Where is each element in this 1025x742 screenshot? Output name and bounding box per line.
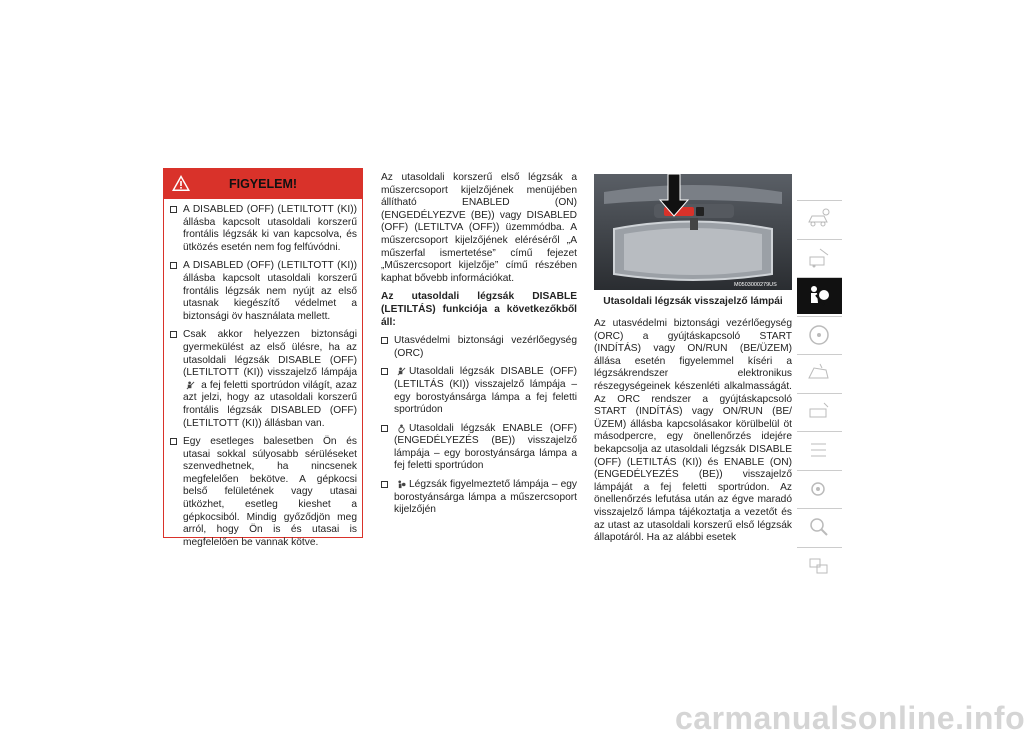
- tab-emergency[interactable]: [797, 354, 842, 391]
- magnifier-icon: [806, 514, 832, 540]
- list-item: Utasoldali légzsák ENABLE (OFF) (ENGEDÉLYEZÉS (BE)) visszajelző lámpája – egy borostyánsárga lámpa a fej feletti sportrúdon: [381, 423, 577, 473]
- tab-multimedia[interactable]: [797, 470, 842, 507]
- checkbox-bullet-icon: [381, 481, 388, 488]
- checkbox-bullet-icon: [381, 425, 388, 432]
- car-crash-icon: [806, 360, 832, 386]
- overhead-console-photo: [594, 174, 792, 290]
- checkbox-bullet-icon: [381, 368, 388, 375]
- airbag-disable-icon: [397, 367, 406, 376]
- intro-paragraph: Az utasoldali korszerű első légzsák a műszercsoport kijelzőjének menüjében állítható ENABLED (ON) (ENGEDÉLYEZVE (BE)) vagy DISABLED (OFF) (LETILTVA (OFF)) üzemmódba. A műszercsoport kijelzőjének eléréséről „A műszerfal ismertetése” című fejezet „Műszercsoport kijelzője” című részében kaphat bővebb információkat.: [381, 172, 577, 284]
- watermark: carmanualsonline.info: [675, 700, 1025, 736]
- tab-service[interactable]: [797, 393, 842, 430]
- chapter-tabs: [797, 200, 842, 585]
- checkbox-bullet-icon: [170, 438, 177, 445]
- airbag-warning-icon: [397, 480, 406, 489]
- checkbox-bullet-icon: [170, 206, 177, 213]
- warning-triangle-icon: [171, 174, 191, 192]
- figure-caption: Utasoldali légzsák visszajelző lámpái: [603, 296, 783, 307]
- tab-signal[interactable]: [797, 239, 842, 276]
- warning-item: Csak akkor helyezzen biztonsági gyermekülést az első ülésre, ha az utasoldali légzsák DISABLE (OFF) (LETILTOTT (KI)) visszajelző lámpája a fej feletti sportrúdon világít, azaz azt jelzi, hogy az utasoldali korszerű frontális légzsák DISABLED (OFF) (LETILTOTT (KI)) állásban van.: [170, 329, 357, 430]
- airbag-person-icon: [806, 283, 832, 309]
- tab-car-info[interactable]: [797, 200, 842, 237]
- warning-body: [170, 204, 357, 555]
- settings-list-icon: [806, 437, 832, 463]
- steering-wheel-icon: [806, 322, 832, 348]
- body-paragraph: Az utasvédelmi biztonsági vezérlőegység (ORC) a gyújtáskapcsoló START (INDÍTÁS) vagy ON/RUN (BE/ÜZEM) állása esetén figyelemmel kíséri a légzsákrendszer elektronikus részegységeinek készenléti alkalmasságát. Az ORC rendszer a gyújtáskapcsoló START (INDÍTÁS) vagy ON/RUN (BE/ÜZEM) állásba kapcsolásakor körülbelül öt másodpercre, egy önellenőrzés idejére bekapcsolja az utasoldali légzsák DISABLE (OFF) (LETILTÁS (KI)) és ENABLE (ON) (ENGEDÉLYEZÉS (BE)) visszajelző lámpáját a fej feletti sportrúdon. Az önellenőrzés lefutása után az égve maradó visszajelző lámpa tájékoztatja a vezetőt és az utast az utasoldali korszerű első légzsák állapotáról. Ha az alábbi esetek: [594, 318, 792, 544]
- list-item: Utasoldali légzsák DISABLE (OFF) (LETILTÁS (KI)) visszajelző lámpája – egy borostyánsárga lámpa a fej feletti sportrúdon: [381, 366, 577, 416]
- list-item: Utasvédelmi biztonsági vezérlőegység (ORC): [381, 335, 577, 360]
- checkbox-bullet-icon: [170, 262, 177, 269]
- language-icon: [806, 553, 832, 579]
- column-3: [594, 318, 792, 545]
- warning-header: [164, 169, 362, 199]
- overhead-console-illustration: [594, 174, 792, 290]
- gear-tools-icon: [806, 476, 832, 502]
- car-service-icon: [806, 399, 832, 425]
- list-item: Légzsák figyelmeztető lámpája – egy borostyánsárga lámpa a műszercsoport kijelzőjén: [381, 479, 577, 517]
- tab-specs[interactable]: [797, 431, 842, 468]
- airbag-off-icon: [186, 381, 195, 390]
- warning-title: FIGYELEM!: [228, 177, 298, 191]
- tab-safety[interactable]: [797, 277, 842, 314]
- warning-item: A DISABLED (OFF) (LETILTOTT (KI)) állásba kapcsolt utasoldali korszerű frontális légzsák ki van kapcsolva, és ütközés esetén nem fog felfúvódni.: [170, 204, 357, 254]
- checkbox-bullet-icon: [381, 337, 388, 344]
- tab-driving[interactable]: [797, 316, 842, 353]
- tab-language[interactable]: [797, 547, 842, 584]
- warning-item: Egy esetleges balesetben Ön és utasai sokkal súlyosabb sérüléseket szenvedhetnek, ha nincsenek megfelelően bekötve. A gépkocsi belső felületének vagy utasai ütközhet, esetleg kieshet a gépkocsiból. Mindig győződjön meg arról, hogy Ön is és utasai is megfelelően be vannak kötve.: [170, 436, 357, 549]
- airbag-enable-icon: [397, 424, 406, 433]
- car-info-icon: [806, 206, 832, 232]
- figure-code: M0503000279US: [734, 282, 777, 288]
- tab-index[interactable]: [797, 508, 842, 545]
- column-2: [381, 172, 577, 523]
- checkbox-bullet-icon: [170, 331, 177, 338]
- warning-box: [163, 168, 363, 548]
- section-heading: Az utasoldali légzsák DISABLE (LETILTÁS) funkciója a következőkből áll:: [381, 291, 577, 328]
- car-signal-icon: [806, 245, 832, 271]
- warning-item: A DISABLED (OFF) (LETILTOTT (KI)) állásba kapcsolt utasoldali korszerű frontális légzsák nem nyújt az első utasnak kiegészítő védelmet a biztonsági öv használata mellett.: [170, 260, 357, 323]
